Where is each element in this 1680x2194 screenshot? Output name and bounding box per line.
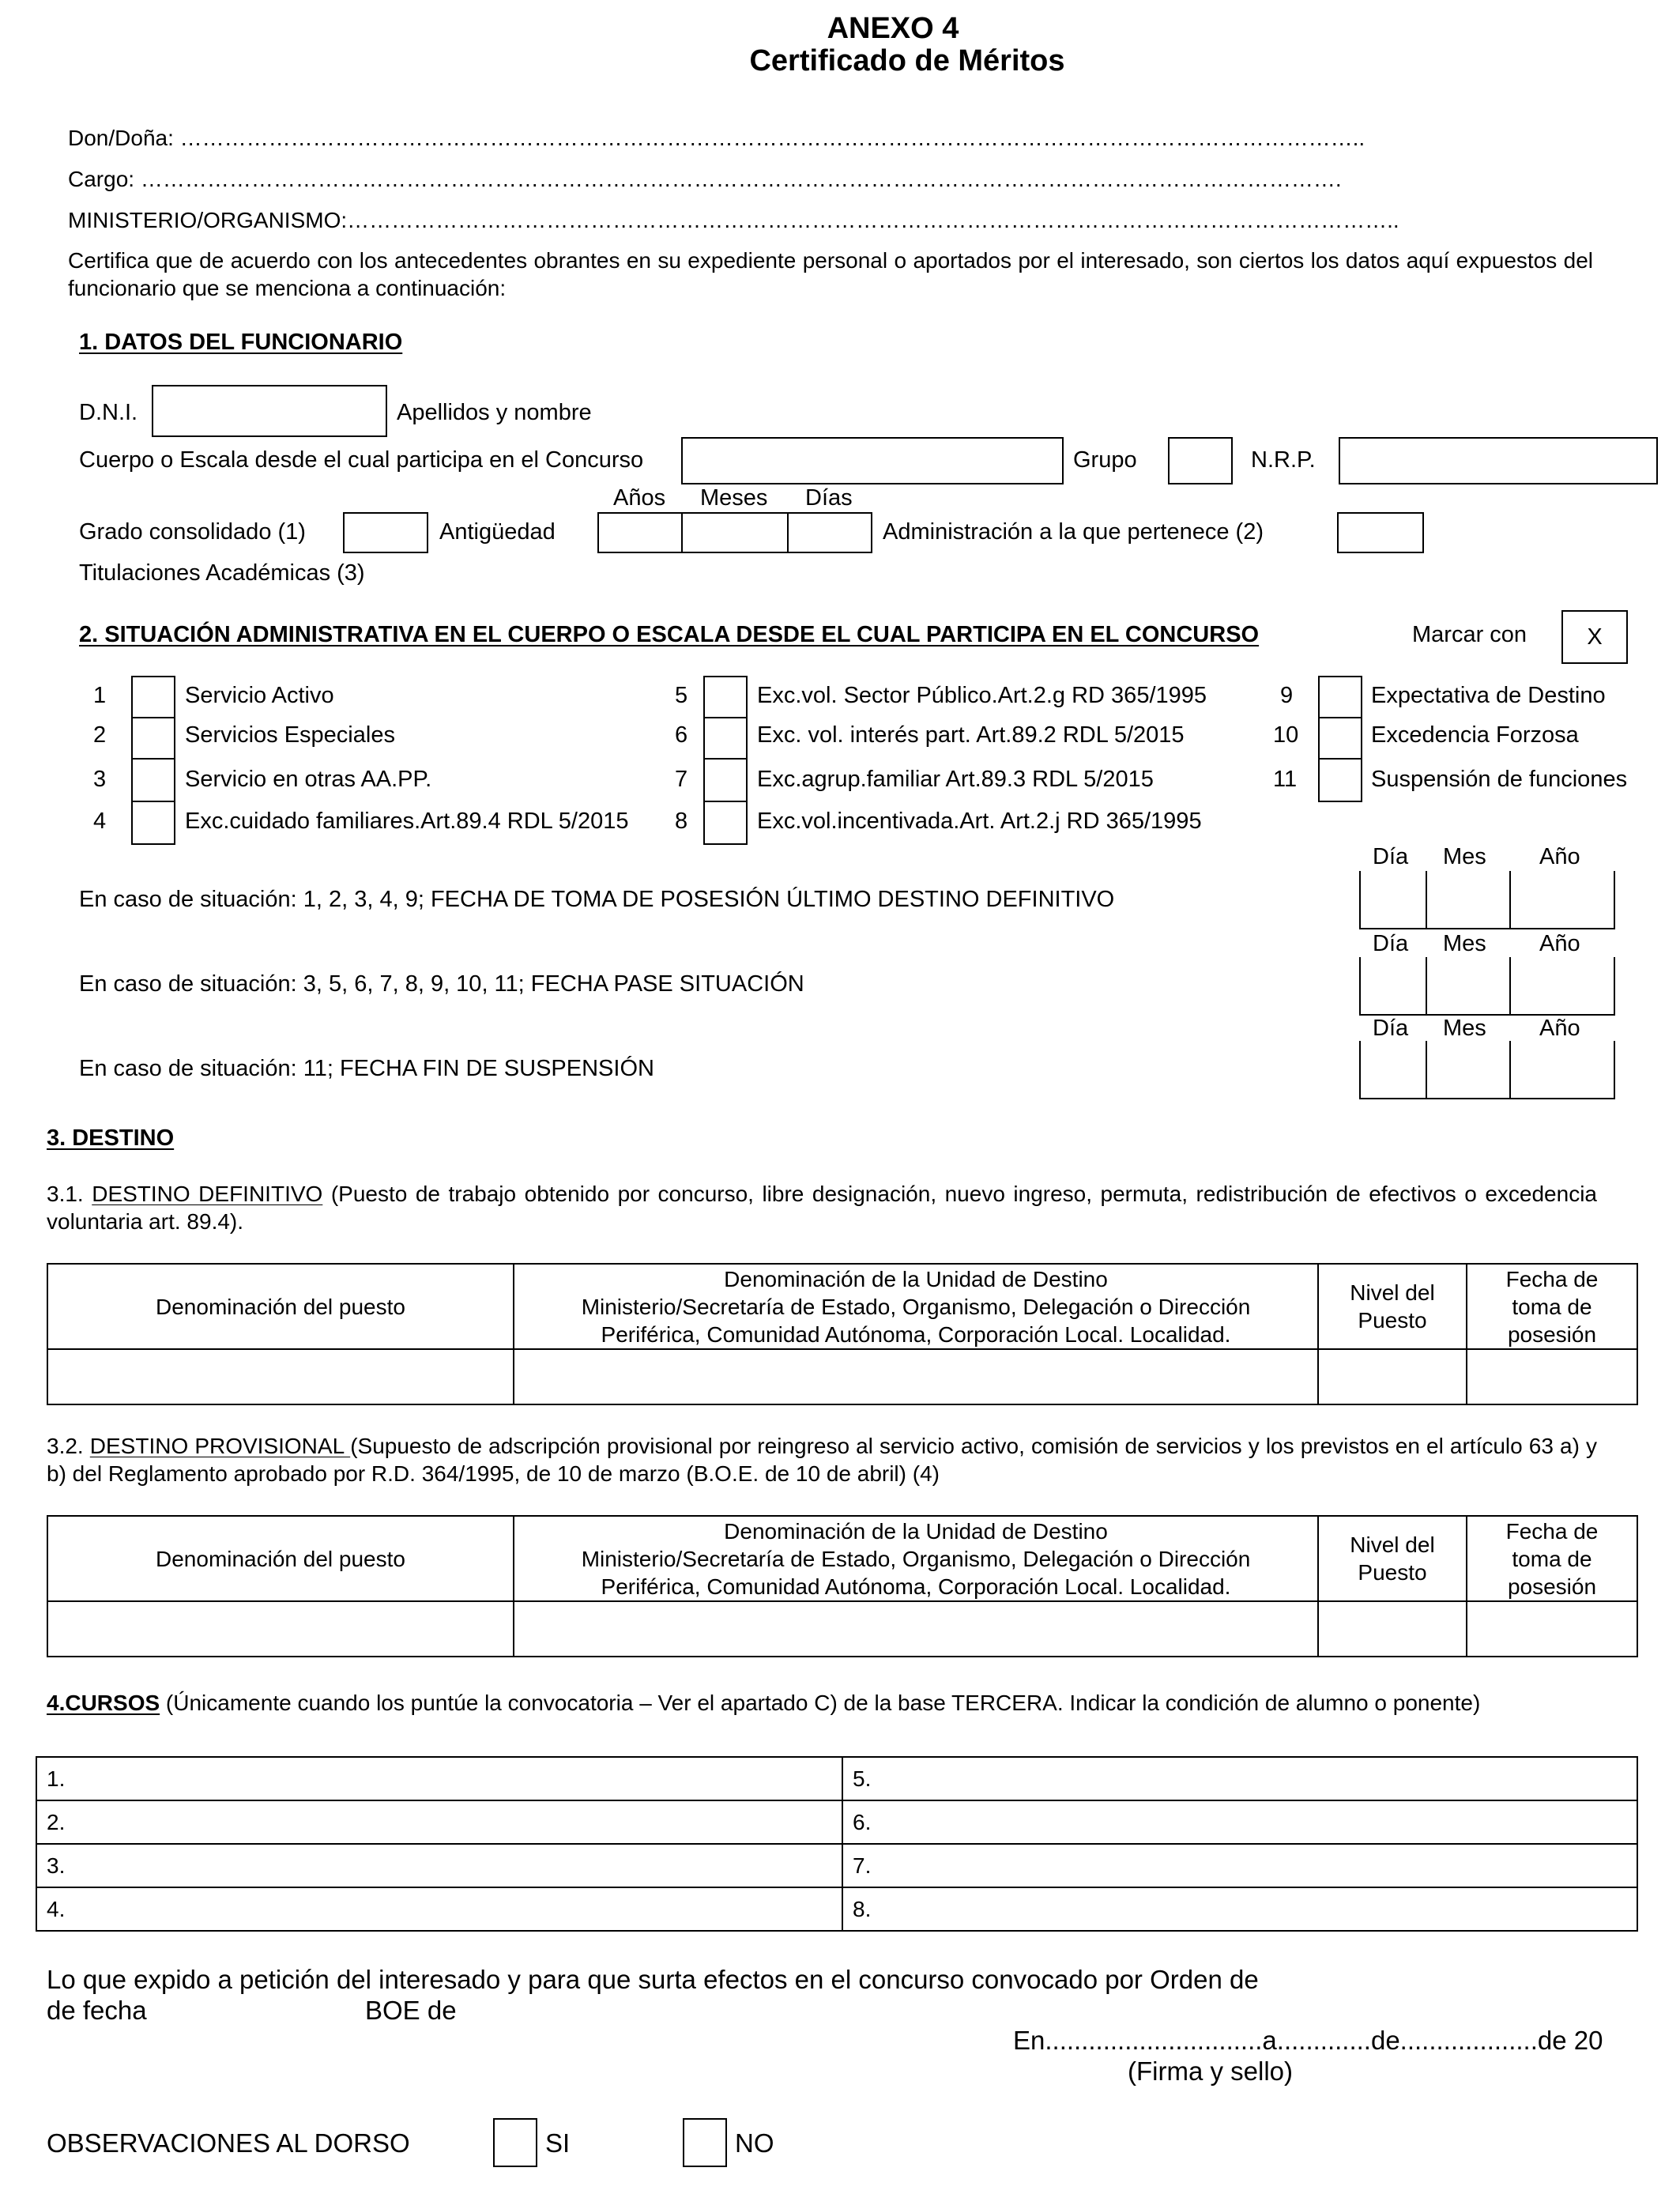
cursos-table <box>36 1756 1638 1932</box>
fecha-cell[interactable] <box>1467 1601 1637 1657</box>
observaciones-no-checkbox[interactable] <box>683 2118 727 2167</box>
checkbox-situacion-3[interactable] <box>131 758 175 802</box>
observaciones-label: OBSERVACIONES AL DORSO <box>47 2128 410 2158</box>
checkbox-situacion-8[interactable] <box>703 801 748 845</box>
unidad-cell[interactable] <box>514 1601 1318 1657</box>
col-fecha-header: Fecha de toma de posesión <box>1467 1264 1637 1349</box>
curso-cell-6[interactable]: 6. <box>842 1800 1637 1844</box>
situacion-label-4: Exc.cuidado familiares.Art.89.4 RDL 5/2015 <box>185 809 629 834</box>
table-row <box>36 1800 1637 1844</box>
situacion-label-8: Exc.vol.incentivada.Art. Art.2.j RD 365/1995 <box>757 809 1202 834</box>
fecha3-mes-cell[interactable] <box>1426 1041 1509 1098</box>
marcar-con-label: Marcar con <box>1412 622 1527 647</box>
situacion-num-3: 3 <box>93 767 107 792</box>
titulaciones-label: Titulaciones Académicas (3) <box>79 560 365 586</box>
situacion-num-5: 5 <box>675 683 688 708</box>
checkbox-situacion-2[interactable] <box>131 717 175 760</box>
curso-cell-1[interactable]: 1. <box>36 1757 842 1800</box>
destino-definitivo-paragraph <box>47 1180 1597 1235</box>
checkbox-situacion-10[interactable] <box>1318 717 1362 760</box>
situacion-label-6: Exc. vol. interés part. Art.89.2 RDL 5/2015 <box>757 722 1185 748</box>
destino-provisional-text: (Supuesto de adscripción provisional por reingreso al servicio activo, comisión de servicios y los previstos en el artículo 63 a) y b) del Reglamento aprobado por R.D. 364/1995, de 10 de marzo (B.O.E. de 10 de abril) (4) <box>47 1434 1597 1486</box>
curso-cell-4[interactable]: 4. <box>36 1887 842 1931</box>
fecha1-ano-cell[interactable] <box>1509 871 1614 928</box>
fecha1-ano-label: Año <box>1539 844 1580 869</box>
situacion-label-3: Servicio en otras AA.PP. <box>185 767 432 792</box>
fecha2-dia-cell[interactable] <box>1361 957 1426 1014</box>
fecha3-ano-label: Año <box>1539 1016 1580 1041</box>
lugar-fecha-line: En..............................a.............de...................de 20 <box>1013 2026 1603 2055</box>
puesto-cell[interactable] <box>47 1601 514 1657</box>
nrp-label: N.R.P. <box>1251 447 1316 473</box>
situacion-num-2: 2 <box>93 722 107 748</box>
col-nivel-header: Nivel del Puesto <box>1318 1264 1467 1349</box>
situacion-num-11: 11 <box>1273 767 1298 792</box>
situacion-num-1: 1 <box>93 683 107 708</box>
antiguedad-meses-field[interactable] <box>681 512 789 553</box>
fecha-pase-situacion-field[interactable] <box>1359 957 1615 1016</box>
checkbox-situacion-9[interactable] <box>1318 676 1362 718</box>
section-2-heading: 2. SITUACIÓN ADMINISTRATIVA EN EL CUERPO O ESCALA DESDE EL CUAL PARTICIPA EN EL CONCURSO <box>79 622 1260 647</box>
situacion-label-10: Excedencia Forzosa <box>1371 722 1579 748</box>
situacion-num-10: 10 <box>1273 722 1299 748</box>
nivel-cell[interactable] <box>1318 1601 1467 1657</box>
observaciones-si-checkbox[interactable] <box>493 2118 537 2167</box>
destino-provisional-table <box>47 1515 1638 1657</box>
situacion-label-1: Servicio Activo <box>185 683 334 708</box>
fecha1-dia-label: Día <box>1373 844 1409 869</box>
table-header-row <box>47 1264 1637 1349</box>
destino-definitivo-title: DESTINO DEFINITIVO <box>92 1182 323 1206</box>
section-3-heading: 3. DESTINO <box>47 1125 175 1151</box>
destino-definitivo-number: 3.1. <box>47 1182 92 1206</box>
fecha3-ano-cell[interactable] <box>1509 1041 1614 1098</box>
cursos-text: (Únicamente cuando los puntúe la convocatoria – Ver el apartado C) de la base TERCERA. Indicar la condición de alumno o ponente) <box>160 1691 1481 1715</box>
mark-example-box: X <box>1561 610 1628 664</box>
de-fecha-label: de fecha <box>47 1996 147 2025</box>
certifica-paragraph: Certifica que de acuerdo con los antecedentes obrantes en su expediente personal o aportados por el interesado, son ciertos los datos aquí expuestos del funcionario que se menciona a continuación: <box>68 248 1593 300</box>
fecha1-mes-cell[interactable] <box>1426 871 1509 928</box>
annex-number: ANEXO 4 <box>827 12 959 45</box>
table-row <box>36 1887 1637 1931</box>
col-puesto-header: Denominación del puesto <box>47 1516 514 1601</box>
situacion-num-6: 6 <box>675 722 688 748</box>
cursos-paragraph <box>47 1685 1597 1721</box>
destino-provisional-number: 3.2. <box>47 1434 90 1458</box>
fecha2-ano-cell[interactable] <box>1509 957 1614 1014</box>
fecha2-dia-label: Día <box>1373 931 1409 956</box>
antiguedad-label: Antigüedad <box>439 519 556 545</box>
situacion-num-8: 8 <box>675 809 688 834</box>
dni-field[interactable] <box>152 385 387 437</box>
situacion-num-4: 4 <box>93 809 107 834</box>
dni-label: D.N.I. <box>79 400 138 425</box>
apellidos-label: Apellidos y nombre <box>397 400 592 425</box>
checkbox-situacion-7[interactable] <box>703 758 748 802</box>
ministerio-line: MINISTERIO/ORGANISMO:…………………………………………………………………………………………………………………………….. <box>68 208 1399 232</box>
checkbox-situacion-4[interactable] <box>131 801 175 845</box>
unidad-cell[interactable] <box>514 1349 1318 1404</box>
section-1-heading: 1. DATOS DEL FUNCIONARIO <box>79 330 403 355</box>
fecha-toma-posesion-field[interactable] <box>1359 871 1615 929</box>
curso-cell-8[interactable]: 8. <box>842 1887 1637 1931</box>
situacion-label-5: Exc.vol. Sector Público.Art.2.g RD 365/1995 <box>757 683 1207 708</box>
fecha-fin-suspension-field[interactable] <box>1359 1041 1615 1099</box>
curso-cell-7[interactable]: 7. <box>842 1844 1637 1887</box>
destino-definitivo-table <box>47 1263 1638 1405</box>
grupo-field[interactable] <box>1168 437 1233 484</box>
col-nivel-header: Nivel del Puesto <box>1318 1516 1467 1601</box>
fecha-cell[interactable] <box>1467 1349 1637 1404</box>
checkbox-situacion-5[interactable] <box>703 676 748 718</box>
situacion-label-2: Servicios Especiales <box>185 722 395 748</box>
caso-2-label: En caso de situación: 3, 5, 6, 7, 8, 9, 10, 11; FECHA PASE SITUACIÓN <box>79 971 804 997</box>
caso-3-label: En caso de situación: 11; FECHA FIN DE SUSPENSIÓN <box>79 1056 654 1081</box>
observaciones-no-label: NO <box>735 2128 774 2158</box>
col-puesto-header: Denominación del puesto <box>47 1264 514 1349</box>
section-4-heading: 4.CURSOS <box>47 1691 160 1715</box>
curso-cell-3[interactable]: 3. <box>36 1844 842 1887</box>
expido-text: Lo que expido a petición del interesado y para que surta efectos en el concurso convocado por Orden de <box>47 1965 1259 1994</box>
fecha1-mes-label: Mes <box>1443 844 1486 869</box>
table-header-row <box>47 1516 1637 1601</box>
situacion-num-7: 7 <box>675 767 688 792</box>
destino-definitivo-text: (Puesto de trabajo obtenido por concurso, libre designación, nuevo ingreso, permuta, redistribución de efectivos o excedencia voluntaria art. 89.4). <box>47 1182 1597 1234</box>
situacion-label-9: Expectativa de Destino <box>1371 683 1606 708</box>
situacion-num-9: 9 <box>1280 683 1294 708</box>
checkbox-situacion-6[interactable] <box>703 717 748 760</box>
grado-label: Grado consolidado (1) <box>79 519 306 545</box>
antiguedad-dias-field[interactable] <box>787 512 872 553</box>
col-unidad-header: Denominación de la Unidad de Destino Ministerio/Secretaría de Estado, Organismo, Delegación o Dirección Periférica, Comunidad Autónoma, Corporación Local. Localidad. <box>514 1264 1318 1349</box>
curso-cell-5[interactable]: 5. <box>842 1757 1637 1800</box>
dias-label: Días <box>805 485 853 511</box>
fecha3-mes-label: Mes <box>1443 1016 1486 1041</box>
checkbox-situacion-1[interactable] <box>131 676 175 718</box>
situacion-label-7: Exc.agrup.familiar Art.89.3 RDL 5/2015 <box>757 767 1154 792</box>
grupo-label: Grupo <box>1073 447 1137 473</box>
destino-provisional-paragraph <box>47 1432 1597 1487</box>
fecha3-dia-label: Día <box>1373 1016 1409 1041</box>
table-row <box>47 1349 1637 1404</box>
fecha2-mes-cell[interactable] <box>1426 957 1509 1014</box>
fecha2-mes-label: Mes <box>1443 931 1486 956</box>
page-title: Certificado de Méritos <box>749 44 1065 77</box>
situacion-label-11: Suspensión de funciones <box>1371 767 1628 792</box>
observaciones-si-label: SI <box>545 2128 571 2158</box>
administracion-label: Administración a la que pertenece (2) <box>883 519 1264 545</box>
table-row <box>47 1601 1637 1657</box>
table-row <box>36 1844 1637 1887</box>
cargo-line: Cargo: ………………………………………………………………………………………………………………………………………………. <box>68 167 1342 191</box>
nivel-cell[interactable] <box>1318 1349 1467 1404</box>
destino-provisional-title: DESTINO PROVISIONAL <box>89 1434 351 1458</box>
anos-label: Años <box>613 485 666 511</box>
table-row <box>36 1757 1637 1800</box>
caso-1-label: En caso de situación: 1, 2, 3, 4, 9; FECHA DE TOMA DE POSESIÓN ÚLTIMO DESTINO DEFINITIVO <box>79 887 1115 912</box>
administracion-field[interactable] <box>1337 512 1424 553</box>
fecha2-ano-label: Año <box>1539 931 1580 956</box>
fecha1-dia-cell[interactable] <box>1361 871 1426 928</box>
col-fecha-header: Fecha de toma de posesión <box>1467 1516 1637 1601</box>
grado-field[interactable] <box>343 512 428 553</box>
cuerpo-field[interactable] <box>681 437 1064 484</box>
fecha3-dia-cell[interactable] <box>1361 1041 1426 1098</box>
col-unidad-header: Denominación de la Unidad de Destino Ministerio/Secretaría de Estado, Organismo, Delegación o Dirección Periférica, Comunidad Autónoma, Corporación Local. Localidad. <box>514 1516 1318 1601</box>
cuerpo-label: Cuerpo o Escala desde el cual participa en el Concurso <box>79 447 644 473</box>
firma-sello-label: (Firma y sello) <box>1128 2056 1294 2086</box>
meses-label: Meses <box>700 485 768 511</box>
don-dona-line: Don/Doña: …………………………………………………………………………………………………………………………………………….. <box>68 126 1365 150</box>
nrp-field[interactable] <box>1339 437 1658 484</box>
antiguedad-anos-field[interactable] <box>597 512 683 553</box>
boe-label: BOE de <box>365 1996 457 2025</box>
curso-cell-2[interactable]: 2. <box>36 1800 842 1844</box>
puesto-cell[interactable] <box>47 1349 514 1404</box>
checkbox-situacion-11[interactable] <box>1318 758 1362 802</box>
